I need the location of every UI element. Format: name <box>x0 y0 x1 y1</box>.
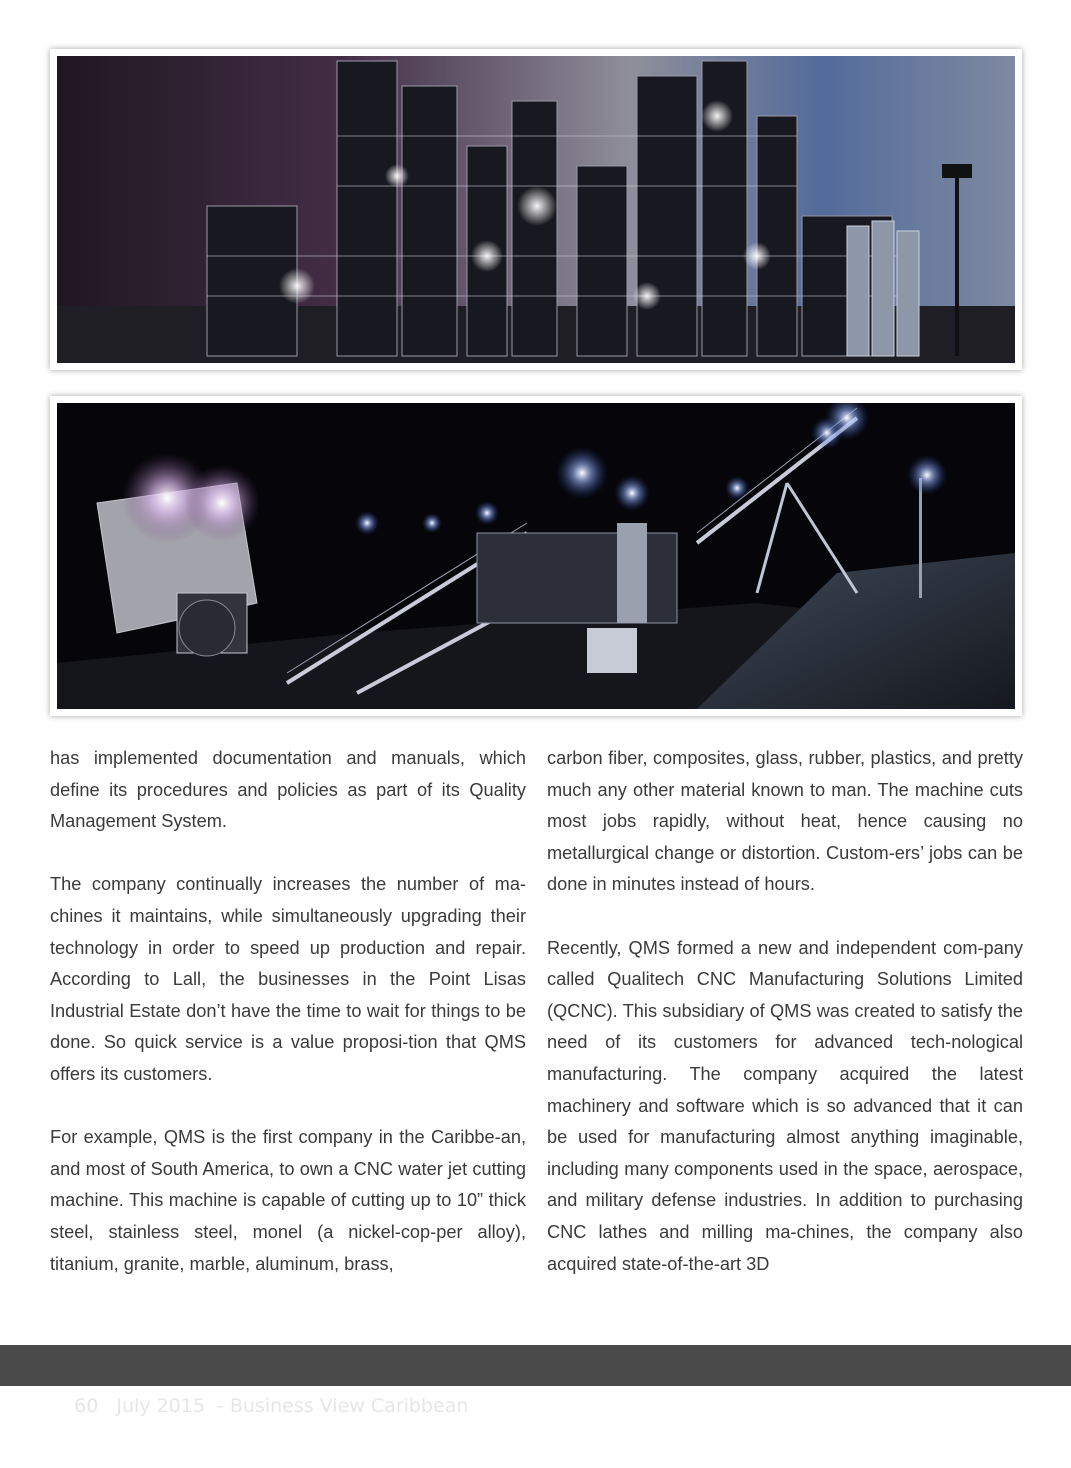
paragraph: Recently, QMS formed a new and independent com-pany called Qualitech CNC Manufacturing Solutions Limited (QCNC). This subsidiary of QMS was created to satisfy the need of its customers for advanced tech-nological manufacturing. The company acquired the latest machinery and software which is so advanced that it can be used for manufacturing almost anything imaginable, including many components used in the space, aerospace, and military defense industries. In addition to purchasing CNC lathes and milling ma-chines, the company also acquired state-of-the-art 3D <box>547 937 1023 1274</box>
article-column-right <box>547 743 1023 1280</box>
page-number: 60 <box>74 1395 99 1417</box>
photo-frame-top <box>50 49 1022 370</box>
paragraph: carbon fiber, composites, glass, rubber, plastics, and pretty much any other material known to man. The machine cuts most jobs rapidly, without heat, hence causing no metallurgical change or distortion. Custom-ers’ jobs can be done in minutes instead of hours. <box>547 748 1023 895</box>
page-footer <box>0 1345 1071 1417</box>
issue-label: July 2015 - Business View Caribbean <box>116 1395 469 1417</box>
paragraph: The company continually increases the number of ma-chines it maintains, while simultaneously upgrading their technology in order to speed up production and repair. According to Lall, the businesses in the Point Lisas Industrial Estate don’t have the time to wait for things to be done. So quick service is a value proposi-tion that QMS offers its customers. <box>50 874 526 1084</box>
photo-frame-bottom <box>50 396 1022 716</box>
article-column-left <box>50 743 526 1280</box>
refinery-night-photo <box>57 56 1015 363</box>
paragraph: has implemented documentation and manuals, which define its procedures and policies as part of its Quality Management System. <box>50 748 526 832</box>
paragraph: For example, QMS is the first company in the Caribbe-an, and most of South America, to own a CNC water jet cutting machine. This machine is capable of cutting up to 10” thick steel, stainless steel, monel (a nickel-cop-per alloy), titanium, granite, marble, aluminum, brass, <box>50 1127 526 1274</box>
conveyor-plant-night-photo <box>57 403 1015 709</box>
